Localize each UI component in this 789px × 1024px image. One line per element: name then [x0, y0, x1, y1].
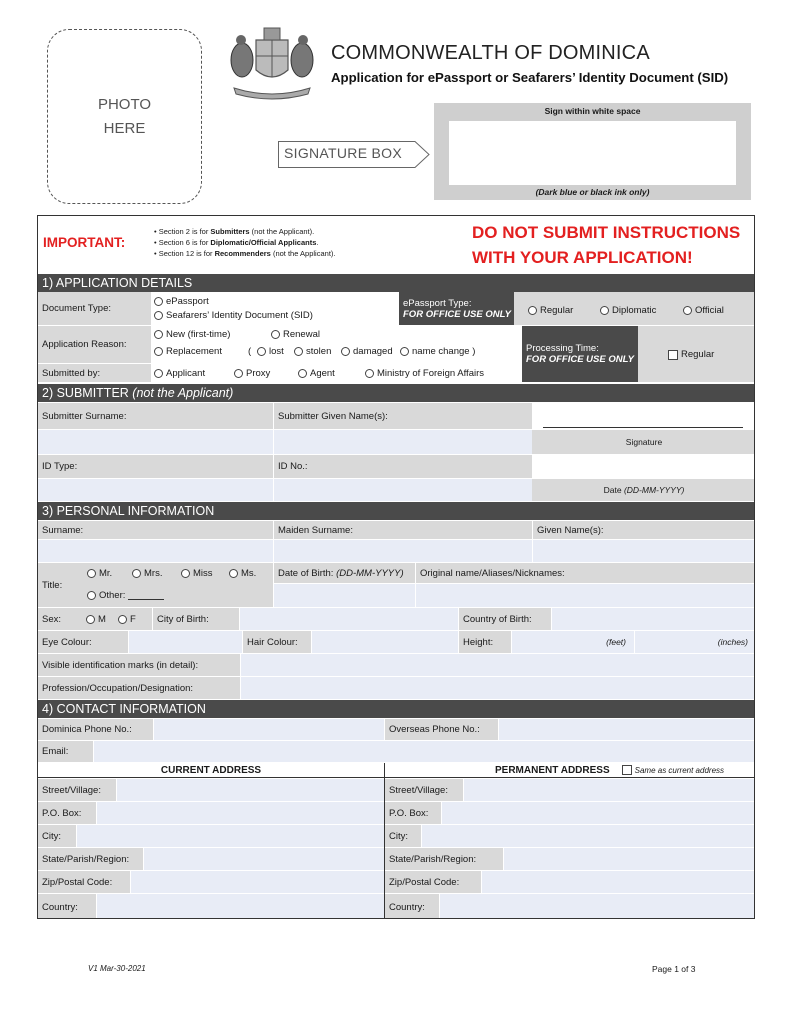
note-section-12: • Section 12 is for Recommenders (not the Applicant).: [154, 249, 336, 258]
height-label: Height:: [459, 631, 511, 653]
signature-area: [434, 103, 751, 200]
overseas-phone-input[interactable]: [499, 719, 755, 740]
permanent-street-label: Street/Village:: [385, 779, 463, 801]
form-version: V1 Mar-30-2021: [88, 964, 146, 973]
permanent-zip-input[interactable]: [482, 871, 755, 893]
processing-time-label: Processing Time: FOR OFFICE USE ONLY: [522, 326, 638, 382]
date-caption: Date (DD-MM-YYYY): [532, 479, 755, 501]
permanent-city-label: City:: [385, 825, 421, 847]
permanent-zip-label: Zip/Postal Code:: [385, 871, 481, 893]
surname-input[interactable]: [38, 540, 273, 562]
permanent-po-label: P.O. Box:: [385, 802, 441, 824]
profession-label: Profession/Occupation/Designation:: [38, 677, 240, 699]
visible-marks-input[interactable]: [241, 654, 755, 676]
form-subtitle: Application for ePassport or Seafarers’ Identity Document (SID): [331, 70, 729, 85]
permanent-address-heading: PERMANENT ADDRESS: [495, 764, 610, 776]
current-po-input[interactable]: [97, 802, 384, 824]
sex-f-option[interactable]: F: [118, 614, 136, 625]
hair-colour-label: Hair Colour:: [243, 631, 311, 653]
email-label: Email:: [38, 741, 93, 762]
sex-m-option[interactable]: M: [86, 614, 106, 625]
dominica-phone-label: Dominica Phone No.:: [38, 719, 153, 740]
title-other-option[interactable]: Other:: [87, 590, 164, 601]
profession-input[interactable]: [241, 677, 755, 699]
submitter-given-input[interactable]: [274, 430, 532, 454]
title-label: Title:: [38, 563, 81, 607]
reason-new-option[interactable]: New (first-time): [154, 329, 230, 340]
processing-regular-checkbox[interactable]: Regular: [668, 349, 714, 360]
title-mr-option[interactable]: Mr.: [87, 568, 112, 579]
reason-name-change-option[interactable]: name change ): [400, 346, 475, 357]
current-zip-label: Zip/Postal Code:: [38, 871, 130, 893]
signature-caption: Signature: [532, 430, 755, 454]
visible-marks-label: Visible identification marks (in detail):: [38, 654, 240, 676]
submitted-proxy-option[interactable]: Proxy: [234, 368, 270, 379]
section-1-header: 1) APPLICATION DETAILS: [38, 274, 755, 292]
signature-line: [543, 427, 743, 428]
same-as-current-label: Same as current address: [634, 765, 725, 775]
current-street-input[interactable]: [117, 779, 384, 801]
current-city-input[interactable]: [77, 825, 384, 847]
title-ms-option[interactable]: Ms.: [229, 568, 256, 579]
id-no-label: ID No.:: [274, 455, 532, 478]
submitter-given-label: Submitter Given Name(s):: [274, 403, 532, 429]
height-feet-input[interactable]: (feet): [512, 631, 634, 653]
country-of-birth-label: Country of Birth:: [459, 608, 551, 630]
page-number: Page 1 of 3: [652, 964, 696, 974]
overseas-phone-label: Overseas Phone No.:: [385, 719, 498, 740]
submitter-surname-input[interactable]: [38, 430, 273, 454]
signature-instruction: Sign within white space: [544, 106, 641, 116]
permanent-country-label: Country:: [385, 894, 439, 919]
coat-of-arms-icon: [226, 22, 318, 102]
permanent-street-input[interactable]: [464, 779, 755, 801]
id-type-label: ID Type:: [38, 455, 273, 478]
type-official-option[interactable]: Official: [683, 305, 724, 316]
city-of-birth-label: City of Birth:: [153, 608, 239, 630]
current-state-label: State/Parish/Region:: [38, 848, 143, 870]
type-regular-option[interactable]: Regular: [528, 305, 573, 316]
permanent-country-input[interactable]: [440, 894, 755, 919]
given-names-label: Given Name(s):: [533, 521, 755, 539]
title-mrs-option[interactable]: Mrs.: [132, 568, 162, 579]
email-input[interactable]: [94, 741, 755, 762]
current-street-label: Street/Village:: [38, 779, 116, 801]
reason-lost-option[interactable]: lost: [257, 346, 284, 357]
permanent-address-heading-row: [385, 763, 755, 778]
current-city-label: City:: [38, 825, 76, 847]
submitted-by-label: Submitted by:: [38, 364, 151, 382]
permanent-state-input[interactable]: [504, 848, 755, 870]
given-names-input[interactable]: [533, 540, 755, 562]
submitter-signature-field[interactable]: [532, 403, 755, 429]
dominica-phone-input[interactable]: [154, 719, 384, 740]
epassport-type-label: ePassport Type: FOR OFFICE USE ONLY: [399, 292, 514, 325]
photo-label-2: HERE: [103, 119, 146, 137]
current-state-input[interactable]: [144, 848, 384, 870]
current-po-label: P.O. Box:: [38, 802, 96, 824]
sid-option[interactable]: Seafarers’ Identity Document (SID): [154, 310, 313, 321]
submitter-surname-label: Submitter Surname:: [38, 403, 273, 429]
signature-ink-note: (Dark blue or black ink only): [535, 187, 650, 197]
photo-label-1: PHOTO: [97, 95, 152, 113]
current-address-heading: CURRENT ADDRESS: [38, 763, 384, 778]
signature-field[interactable]: [449, 121, 736, 185]
form-title: COMMONWEALTH OF DOMINICA: [331, 42, 650, 64]
title-miss-option[interactable]: Miss: [181, 568, 213, 579]
document-type-label: Document Type:: [38, 292, 151, 325]
note-section-2: • Section 2 is for Submitters (not the Applicant).: [154, 227, 315, 236]
city-of-birth-input[interactable]: [240, 608, 458, 630]
maiden-surname-label: Maiden Surname:: [274, 521, 532, 539]
permanent-city-input[interactable]: [422, 825, 755, 847]
reason-stolen-option[interactable]: stolen: [294, 346, 331, 357]
dob-input[interactable]: [274, 584, 415, 607]
id-no-input[interactable]: [274, 479, 532, 501]
height-inches-input[interactable]: (inches): [635, 631, 755, 653]
surname-label: Surname:: [38, 521, 273, 539]
do-not-submit-warning: DO NOT SUBMIT INSTRUCTIONS WITH YOUR APPLICATION!: [472, 223, 741, 267]
eye-colour-label: Eye Colour:: [38, 631, 128, 653]
current-country-input[interactable]: [97, 894, 384, 919]
submitted-mofa-option[interactable]: Ministry of Foreign Affairs: [365, 368, 484, 379]
same-as-current-checkbox[interactable]: [622, 765, 632, 775]
epassport-option[interactable]: ePassport: [154, 296, 209, 307]
submitter-date-field[interactable]: [532, 455, 755, 478]
maiden-surname-input[interactable]: [274, 540, 532, 562]
important-notes: [154, 226, 335, 259]
section-2-header: 2) SUBMITTER (not the Applicant): [38, 384, 755, 402]
application-form: [37, 215, 755, 919]
type-diplomatic-option[interactable]: Diplomatic: [600, 305, 656, 316]
submitted-applicant-option[interactable]: Applicant: [154, 368, 205, 379]
important-label: IMPORTANT:: [43, 235, 126, 250]
section-3-header: 3) PERSONAL INFORMATION: [38, 502, 755, 520]
hair-colour-input[interactable]: [312, 631, 458, 653]
aliases-input[interactable]: [416, 584, 755, 607]
dob-label: Date of Birth: (DD-MM-YYYY): [274, 563, 415, 583]
reason-damaged-option[interactable]: damaged: [341, 346, 393, 357]
permanent-state-label: State/Parish/Region:: [385, 848, 503, 870]
country-of-birth-input[interactable]: [552, 608, 755, 630]
current-zip-input[interactable]: [131, 871, 384, 893]
reason-paren: (: [248, 346, 252, 357]
id-type-input[interactable]: [38, 479, 273, 501]
photo-box: [47, 29, 202, 204]
application-reason-label: Application Reason:: [38, 326, 151, 363]
aliases-label: Original name/Aliases/Nicknames:: [416, 563, 755, 583]
reason-renewal-option[interactable]: Renewal: [271, 329, 320, 340]
reason-replacement-option[interactable]: Replacement: [154, 346, 222, 357]
permanent-po-input[interactable]: [442, 802, 755, 824]
sex-label: Sex:: [38, 608, 81, 630]
eye-colour-input[interactable]: [129, 631, 242, 653]
submitted-agent-option[interactable]: Agent: [298, 368, 335, 379]
current-country-label: Country:: [38, 894, 96, 919]
note-section-6: • Section 6 is for Diplomatic/Official Applicants.: [154, 238, 319, 247]
signature-box-label: SIGNATURE BOX: [284, 145, 402, 161]
section-4-header: 4) CONTACT INFORMATION: [38, 700, 755, 718]
